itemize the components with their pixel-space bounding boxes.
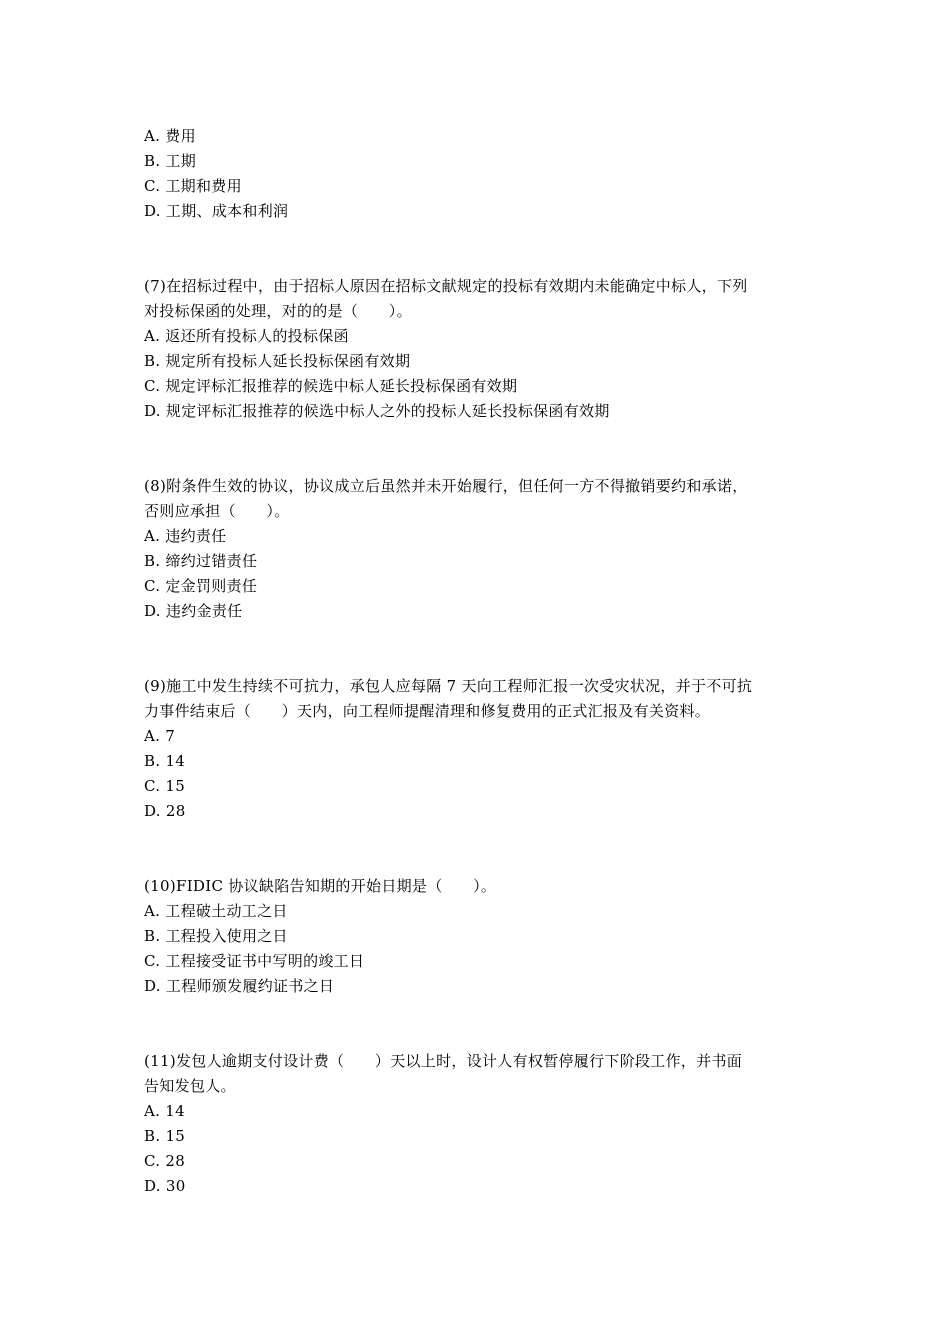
option-c: C. 工程接受证书中写明的竣工日	[144, 952, 365, 970]
option-c: C. 15	[144, 777, 186, 795]
option-b: B. 规定所有投标人延长投标保函有效期	[144, 352, 411, 370]
option-a: A. 费用	[144, 127, 196, 145]
question-10	[144, 874, 814, 999]
question-9	[144, 674, 814, 824]
option-d: D. 工期、成本和利润	[144, 202, 289, 220]
option-a: A. 返还所有投标人的投标保函	[144, 327, 349, 345]
option-d: D. 28	[144, 802, 186, 820]
question-stem-line: (10)FIDIC 协议缺陷告知期的开始日期是（ ）。	[144, 877, 497, 895]
question-stem-line: 告知发包人。	[144, 1077, 236, 1095]
option-b: B. 工程投入使用之日	[144, 927, 288, 945]
option-a: A. 违约责任	[144, 527, 227, 545]
option-d: D. 违约金责任	[144, 602, 243, 620]
option-d: D. 规定评标汇报推荐的候选中标人之外的投标人延长投标保函有效期	[144, 402, 610, 420]
spacer	[144, 999, 814, 1049]
option-c: C. 定金罚则责任	[144, 577, 258, 595]
option-b: B. 15	[144, 1127, 186, 1145]
option-d: D. 30	[144, 1177, 186, 1195]
spacer	[144, 224, 814, 274]
option-c: C. 规定评标汇报推荐的候选中标人延长投标保函有效期	[144, 377, 518, 395]
option-c: C. 工期和费用	[144, 177, 242, 195]
question-stem-line: (7)在招标过程中，由于招标人原因在招标文献规定的投标有效期内未能确定中标人，下列	[144, 277, 748, 295]
spacer	[144, 424, 814, 474]
option-a: A. 工程破土动工之日	[144, 902, 288, 920]
option-b: B. 14	[144, 752, 186, 770]
option-b: B. 缔约过错责任	[144, 552, 258, 570]
question-8	[144, 474, 814, 624]
option-a: A. 14	[144, 1102, 185, 1120]
document-page	[144, 124, 814, 1199]
option-d: D. 工程师颁发履约证书之日	[144, 977, 335, 995]
question-stem-line: 对投标保函的处理，对的的是（ ）。	[144, 302, 412, 320]
question-stem-line: (8)附条件生效的协议，协议成立后虽然并未开始履行，但任何一方不得撤销要约和承诺，	[144, 477, 748, 495]
option-c: C. 28	[144, 1152, 186, 1170]
question-stem-line: (11)发包人逾期支付设计费（ ）天以上时，设计人有权暂停履行下阶段工作，并书面	[144, 1052, 743, 1070]
question-stem-line: 否则应承担（ ）。	[144, 502, 290, 520]
spacer	[144, 824, 814, 874]
question-11	[144, 1049, 814, 1199]
question-7	[144, 274, 814, 424]
question-stem-line: 力事件结束后（ ）天内，向工程师提醒清理和修复费用的正式汇报及有关资料。	[144, 702, 711, 720]
option-a: A. 7	[144, 727, 176, 745]
option-b: B. 工期	[144, 152, 197, 170]
spacer	[144, 624, 814, 674]
question-6	[144, 124, 814, 224]
question-stem-line: (9)施工中发生持续不可抗力，承包人应每隔 7 天向工程师汇报一次受灾状况，并于不可抗	[144, 677, 753, 695]
